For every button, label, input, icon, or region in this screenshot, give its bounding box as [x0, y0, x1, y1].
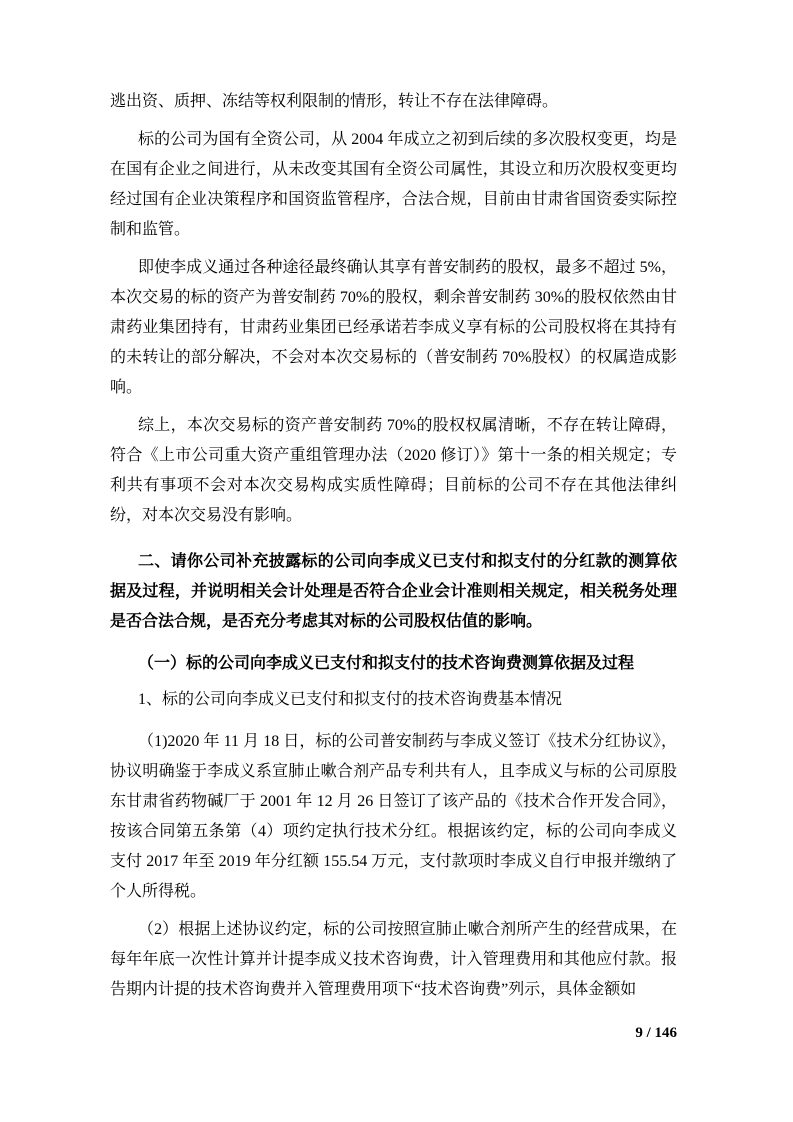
- paragraph: 逃出资、质押、冻结等权利限制的情形，转让不存在法律障碍。: [110, 93, 559, 110]
- section-heading: 二、请你公司补充披露标的公司向李成义已支付和拟支付的分红款的测算依据及过程，并说明相关会计处理是否符合企业会计准则相关规定，相关税务处理是否合法合规，是否充分考虑其对标的公司股权估值的影响。: [110, 553, 677, 630]
- paragraph: 标的公司为国有全资公司，从 2004 年成立之初到后续的多次股权变更，均是在国有企业之间进行，从未改变其国有全资公司属性，其设立和历次股权变更均经过国有企业决策程序和国资监管程序，合法合规，目前由甘肃省国资委实际控制和监管。: [110, 131, 677, 238]
- paragraph: 即使李成义通过各种途径最终确认其享有普安制药的股权，最多不超过 5%，本次交易的标的资产为普安制药 70%的股权，剩余普安制药 30%的股权依然由甘肃药业集团持有，甘肃药业集团已经承诺若李成义享有标的公司股权将在其持有的未转让的部分解决，不会对本次交易标的（普安制药 70%股权）的权属造成影响。: [110, 259, 677, 396]
- section-heading: （一）标的公司向李成义已支付和拟支付的技术咨询费测算依据及过程: [138, 655, 635, 672]
- paragraph: （1)2020 年 11 月 18 日，标的公司普安制药与李成义签订《技术分红协议》，协议明确鉴于李成义系宣肺止嗽合剂产品专利共有人，且李成义与标的公司原股东甘肃省药物碱厂于 2001 年 12 月 26 日签订了该产品的《技术合作开发合同》，按该合同第五条第（4）项约定执行技术分红。根据该约定，标的公司向李成义支付 2017 年至 2019 年分红额 155.54 万元，支付款项时李成义自行申报并缴纳了个人所得税。: [110, 733, 677, 900]
- page-number: 9 / 146: [635, 1025, 677, 1041]
- paragraph: （2）根据上述协议约定，标的公司按照宣肺止嗽合剂所产生的经营成果，在每年年底一次性计算并计提李成义技术咨询费，计入管理费用和其他应付款。报告期内计提的技术咨询费并入管理费用项下“技术咨询费”列示，具体金额如: [110, 921, 677, 998]
- paragraph: 综上，本次交易标的资产普安制药 70%的股权权属清晰，不存在转让障碍，符合《上市公司重大资产重组管理办法（2020 修订）》第十一条的相关规定；专利共有事项不会对本次交易构成实质性障碍；目前标的公司不存在其他法律纠纷，对本次交易没有影响。: [110, 417, 677, 524]
- paragraph: 1、标的公司向李成义已支付和拟支付的技术咨询费基本情况: [138, 691, 563, 708]
- document-content: [110, 87, 677, 1005]
